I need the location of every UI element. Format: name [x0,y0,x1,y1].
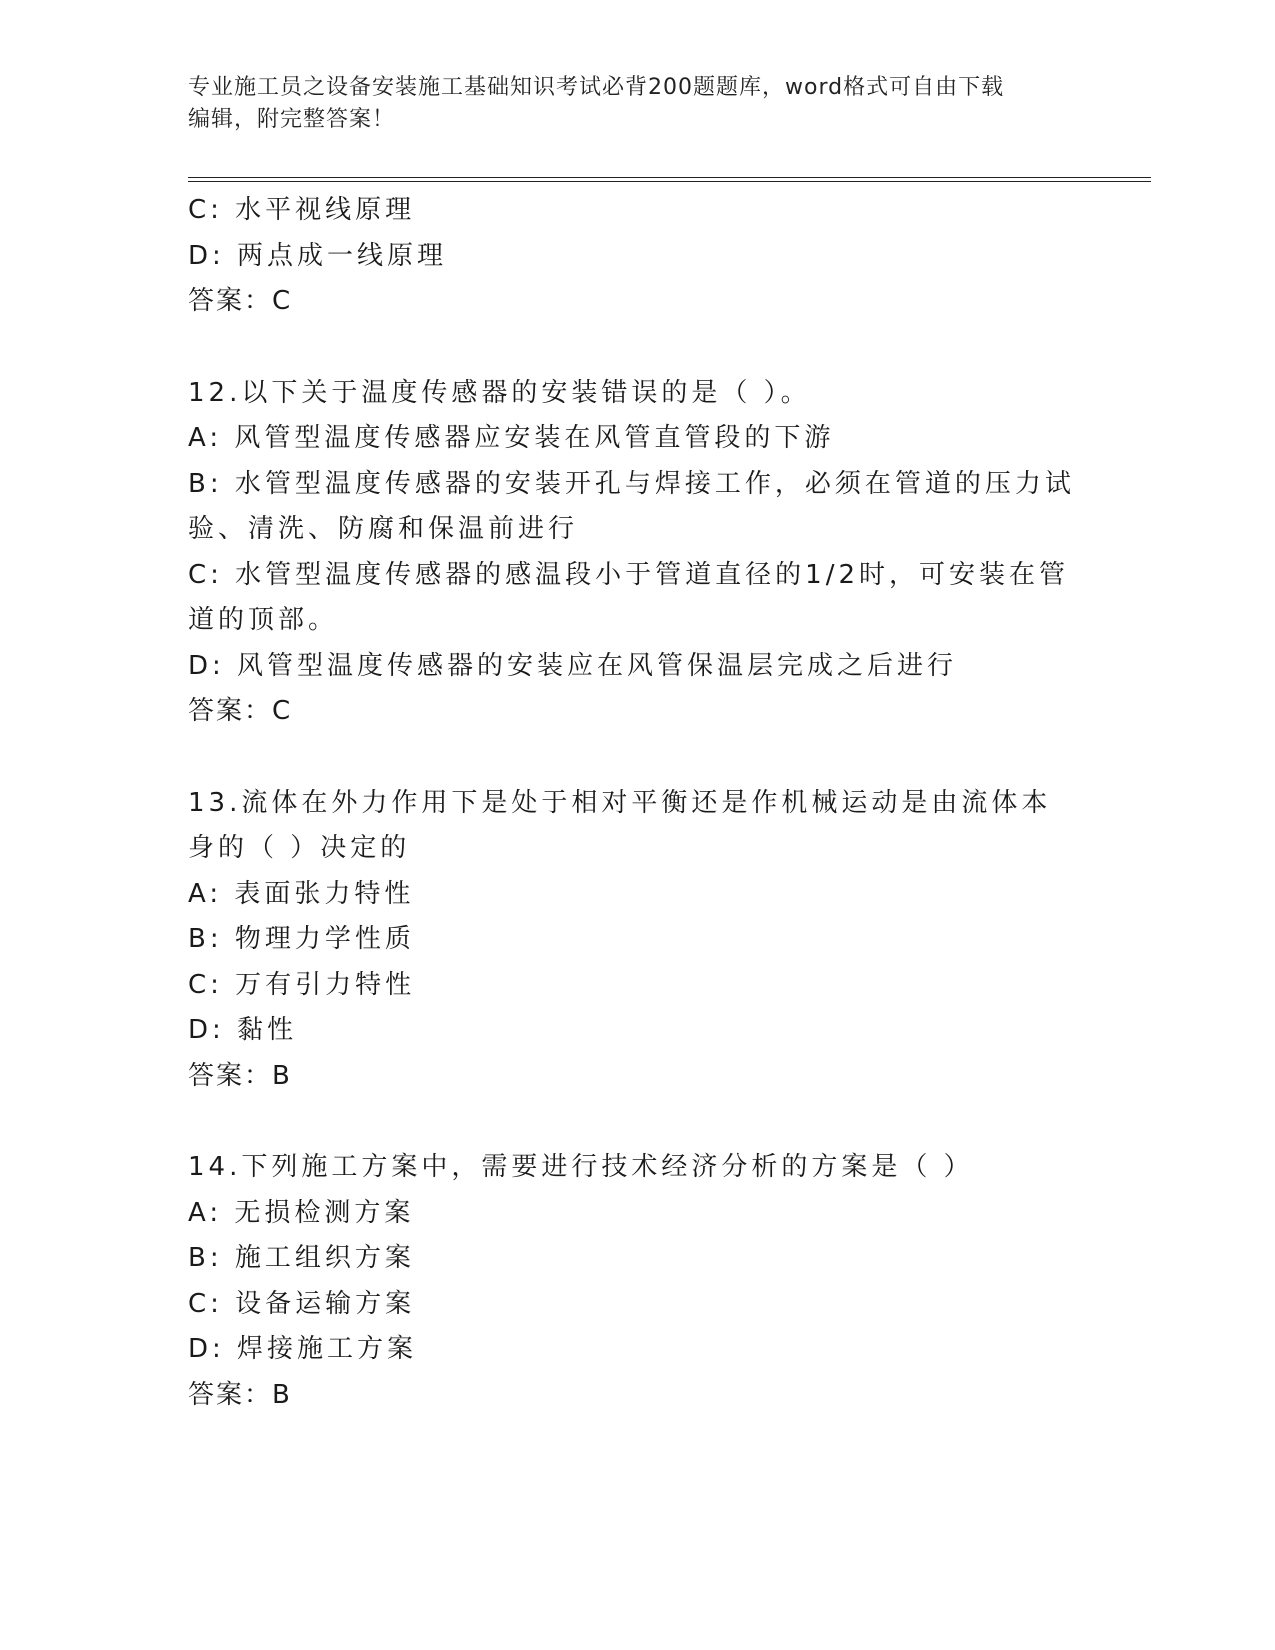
header-title-line-1: 专业施工员之设备安装施工基础知识考试必背200题题库，word格式可自由下载 [188,75,1005,100]
option-c: C: 水平视线原理 [188,195,416,225]
question-14 [188,1145,1088,1418]
option-d: D: 两点成一线原理 [188,240,448,271]
question-stem: 12.以下关于温度传感器的安装错误的是（ ）。 [188,377,811,408]
option-d: D: 风管型温度传感器的安装应在风管保温层完成之后进行 [188,650,958,681]
header-rule-bottom [188,181,1151,182]
question-12 [188,371,1088,735]
question-list [188,188,1088,1418]
question-stem: 13.流体在外力作用下是处于相对平衡还是作机械运动是由流体本身的（ ）决定的 [188,787,1052,863]
option-a: A: 风管型温度传感器应安装在风管直管段的下游 [188,423,835,453]
answer-line: 答案：B [188,1379,292,1410]
spacer [188,325,1088,371]
option-d: D: 黏性 [188,1015,298,1045]
option-c: C: 设备运输方案 [188,1288,416,1319]
header-rule-top [188,177,1151,178]
question-stem: 14.下列施工方案中，需要进行技术经济分析的方案是（ ） [188,1152,974,1182]
question-13 [188,781,1088,1100]
answer-line: 答案：B [188,1060,292,1091]
document-header [188,72,1068,136]
option-b: B: 物理力学性质 [188,924,415,954]
option-b: B: 水管型温度传感器的安装开孔与焊接工作，必须在管道的压力试验、清洗、防腐和保温前进行 [188,468,1075,544]
option-a: A: 表面张力特性 [188,878,415,909]
option-c: C: 万有引力特性 [188,969,416,1000]
option-b: B: 施工组织方案 [188,1243,415,1273]
option-d: D: 焊接施工方案 [188,1334,418,1364]
spacer [188,1099,1088,1145]
header-title-line-2: 编辑，附完整答案！ [188,107,396,132]
answer-line: 答案：C [188,286,293,316]
option-a: A: 无损检测方案 [188,1197,415,1228]
option-c: C: 水管型温度传感器的感温段小于管道直径的1/2时，可安装在管道的顶部。 [188,559,1070,635]
answer-line: 答案：C [188,696,293,726]
spacer [188,735,1088,781]
question-11-tail [188,188,1088,325]
